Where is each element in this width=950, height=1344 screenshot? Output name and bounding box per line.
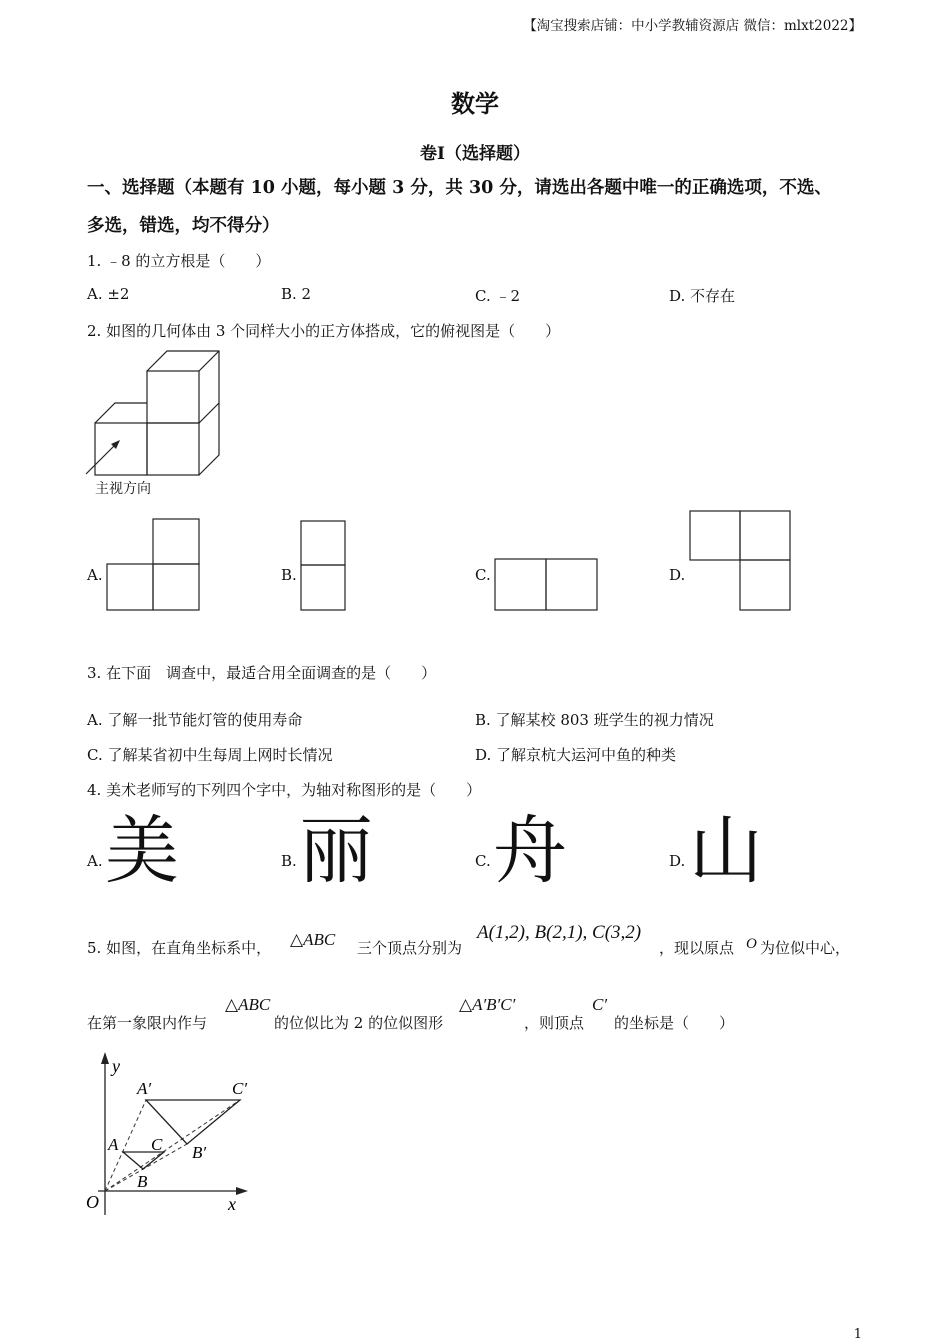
q2-option-a-label: A. — [87, 566, 103, 584]
label-b: B — [137, 1172, 148, 1191]
part-subtitle: 卷Ⅰ（选择题） — [420, 144, 530, 164]
question-1-text: 1. ﹣8 的立方根是（ ） — [87, 252, 271, 270]
q5-line2-triangle: △ABC — [225, 995, 271, 1014]
q5-line2-part3: ，则顶点 — [524, 1014, 585, 1032]
q3-option-a: A. 了解一批节能灯管的使用寿命 — [87, 711, 303, 729]
label-a-prime: A′ — [137, 1079, 152, 1098]
q5-text-part2: 三个顶点分别为 — [357, 939, 463, 957]
question-4-text: 4. 美术老师写的下列四个字中，为轴对称图形的是（ ） — [87, 781, 482, 799]
q5-line2-image-triangle: △A′B′C′ — [459, 995, 516, 1014]
q1-option-c: C. ﹣2 — [475, 287, 521, 305]
q2-option-d-label: D. — [669, 566, 686, 584]
q5-line2-part4: 的坐标是（ ） — [614, 1014, 735, 1032]
q1-option-b: B. 2 — [281, 285, 312, 303]
q3-option-b: B. 了解某校 803 班学生的视力情况 — [475, 711, 714, 729]
y-axis-label: y — [112, 1056, 120, 1076]
q2-option-c-label: C. — [475, 566, 491, 584]
q5-text-part3: ，现以原点 — [659, 939, 735, 957]
question-3-text: 3. 在下面 调查中，最适合用全面调查的是（ ） — [87, 664, 437, 682]
q1-option-d: D. 不存在 — [669, 287, 736, 305]
q5-vertex-coordinates: A(1,2), B(2,1), C(3,2) — [477, 922, 642, 943]
section-heading-line2: 多选，错选，均不得分） — [87, 216, 280, 236]
q5-line2-part2: 的位似比为 2 的位似图形 — [274, 1014, 444, 1032]
q4-character-b: 丽 — [299, 808, 373, 894]
q4-option-b-label: B. — [281, 852, 297, 870]
q4-character-c: 舟 — [493, 808, 567, 894]
q5-text-part4: 为位似中心， — [760, 939, 851, 957]
q5-text-part1: 5. 如图，在直角坐标系中， — [87, 939, 272, 957]
q4-option-d-label: D. — [669, 852, 686, 870]
q2-view-caption: 主视方向 — [95, 481, 151, 497]
header-note: 【淘宝搜索店铺：中小学教辅资源店 微信：mlxt2022】 — [523, 18, 862, 34]
q2-option-d-figure — [689, 510, 791, 611]
q2-option-b-label: B. — [281, 566, 297, 584]
q2-solid-figure — [80, 350, 230, 480]
x-axis-label: x — [228, 1194, 236, 1214]
section-heading-line1: 一、选择题（本题有 10 小题，每小题 3 分，共 30 分，请选出各题中唯一的正确选项，不选、 — [87, 178, 832, 198]
q3-option-c: C. 了解某省初中生每周上网时长情况 — [87, 746, 333, 764]
page-number: 1 — [853, 1327, 862, 1342]
q5-line2-part1: 在第一象限内作与 — [87, 1014, 208, 1032]
q5-origin-label: O — [746, 936, 757, 952]
q5-line2-point: C′ — [592, 995, 608, 1014]
origin-label: O — [86, 1192, 99, 1212]
question-2-text: 2. 如图的几何体由 3 个同样大小的正方体搭成，它的俯视图是（ ） — [87, 322, 561, 340]
label-a: A — [108, 1135, 119, 1154]
q5-coordinate-figure — [80, 1050, 260, 1220]
q5-triangle-abc: △ABC — [290, 930, 336, 949]
label-c: C — [151, 1135, 163, 1154]
q4-option-c-label: C. — [475, 852, 491, 870]
q2-option-b-figure — [300, 520, 346, 611]
q2-option-c-figure — [494, 558, 598, 611]
q3-option-d: D. 了解京杭大运河中鱼的种类 — [475, 746, 677, 764]
page-title: 数学 — [451, 89, 499, 118]
q1-option-a: A. ±2 — [87, 285, 130, 303]
label-c-prime: C′ — [232, 1079, 248, 1098]
q4-character-a: 美 — [105, 808, 179, 894]
label-b-prime: B′ — [192, 1143, 207, 1162]
q2-option-a-figure — [106, 518, 200, 611]
q4-option-a-label: A. — [87, 852, 103, 870]
q4-character-d: 山 — [689, 808, 763, 894]
